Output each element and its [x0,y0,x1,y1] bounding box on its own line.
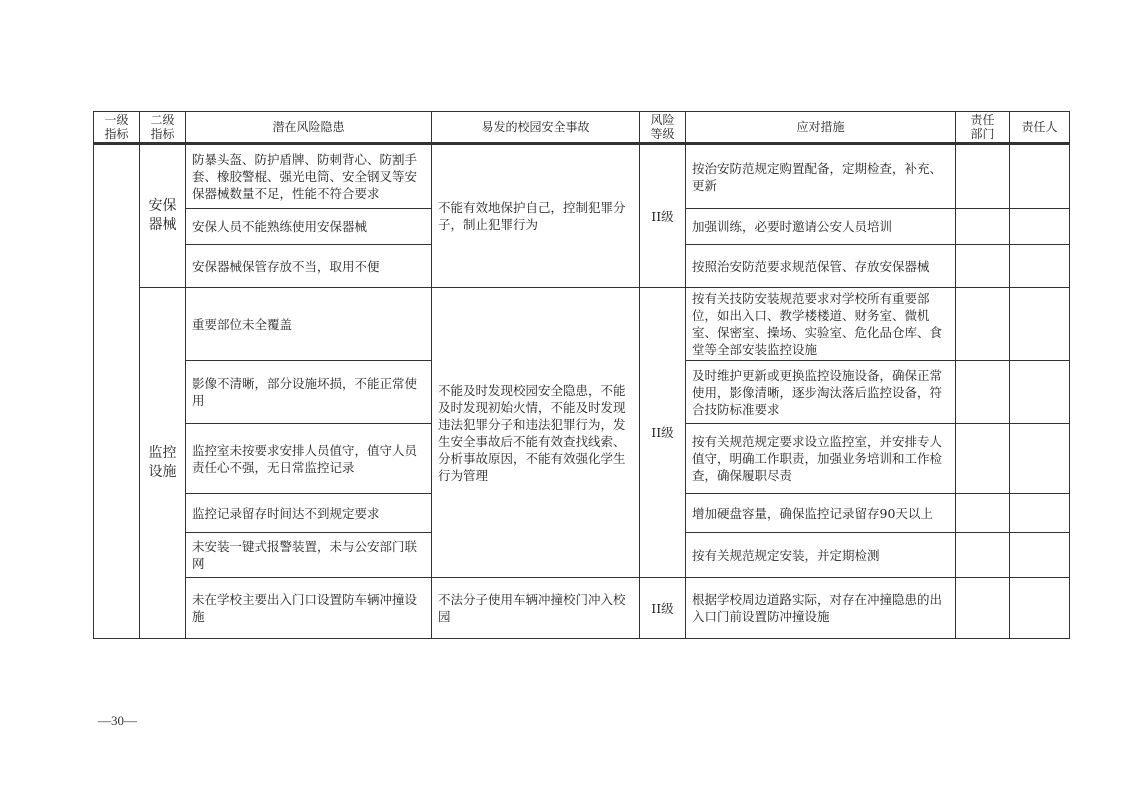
hazard-cell: 安保器械保管存放不当，取用不便 [186,245,432,288]
person-cell [1010,578,1070,639]
person-cell [1010,288,1070,361]
measure-cell: 按有关技防安装规范要求对学校所有重要部位，如出入口、教学楼楼道、财务室、微机室、保密室、操场、实验室、危化品仓库、食堂等全部安装监控设施 [686,288,956,361]
risk-level-cell: II级 [640,144,686,288]
page-number: —30— [98,713,137,728]
measure-cell: 按有关规范规定要求设立监控室，并安排专人值守，明确工作职责，加强业务培训和工作检查，确保履职尽责 [686,424,956,494]
dept-cell [956,578,1010,639]
header-level2: 二级 指标 [140,112,186,144]
risk-table [93,111,1070,639]
dept-cell [956,361,1010,424]
risk-level-cell: II级 [640,288,686,578]
header-level1: 一级 指标 [94,112,140,144]
hazard-cell: 未安装一键式报警装置，未与公安部门联网 [186,533,432,578]
header-hazard: 潜在风险隐患 [186,112,432,144]
accident-cell: 不能及时发现校园安全隐患，不能及时发现初始火情，不能及时发现违法犯罪分子和违法犯罪行为，发生安全事故后不能有效查找线索、分析事故原因，不能有效强化学生行为管理 [432,288,640,578]
risk-level-cell: II级 [640,578,686,639]
hazard-cell: 监控记录留存时间达不到规定要求 [186,494,432,533]
measure-cell: 按有关规范规定安装，并定期检测 [686,533,956,578]
dept-cell [956,533,1010,578]
hazard-cell: 安保人员不能熟练使用安保器械 [186,209,432,245]
header-measures: 应对措施 [686,112,956,144]
dept-cell [956,494,1010,533]
measure-cell: 按治安防范规定购置配备，定期检查，补充、更新 [686,144,956,209]
hazard-cell: 重要部位未全覆盖 [186,288,432,361]
level1-cell [94,144,140,639]
dept-cell [956,288,1010,361]
measure-cell: 增加硬盘容量，确保监控记录留存90天以上 [686,494,956,533]
header-person: 责任人 [1010,112,1070,144]
accident-cell: 不法分子使用车辆冲撞校门冲入校园 [432,578,640,639]
measure-cell: 根据学校周边道路实际，对存在冲撞隐患的出入口门前设置防冲撞设施 [686,578,956,639]
hazard-cell: 未在学校主要出入门口设置防车辆冲撞设施 [186,578,432,639]
level2-cell: 安保 器械 [140,144,186,288]
measure-cell: 及时维护更新或更换监控设施设备，确保正常使用，影像清晰，逐步淘汰落后监控设备，符合技防标准要求 [686,361,956,424]
person-cell [1010,144,1070,209]
header-risk-level: 风险 等级 [640,112,686,144]
hazard-cell: 影像不清晰，部分设施坏损，不能正常使用 [186,361,432,424]
header-dept: 责任 部门 [956,112,1010,144]
table-row [94,144,1070,209]
person-cell [1010,245,1070,288]
hazard-cell: 监控室未按要求安排人员值守，值守人员责任心不强，无日常监控记录 [186,424,432,494]
measure-cell: 按照治安防范要求规范保管、存放安保器械 [686,245,956,288]
hazard-cell: 防暴头盔、防护盾牌、防刺背心、防割手套、橡胶警棍、强光电筒、安全钢叉等安保器械数量不足，性能不符合要求 [186,144,432,209]
table-row [94,578,1070,639]
person-cell [1010,494,1070,533]
person-cell [1010,533,1070,578]
measure-cell: 加强训练，必要时邀请公安人员培训 [686,209,956,245]
dept-cell [956,245,1010,288]
header-row [94,112,1070,144]
dept-cell [956,209,1010,245]
table-row [94,288,1070,361]
dept-cell [956,144,1010,209]
person-cell [1010,209,1070,245]
accident-cell: 不能有效地保护自己，控制犯罪分子，制止犯罪行为 [432,144,640,288]
header-accident: 易发的校园安全事故 [432,112,640,144]
person-cell [1010,424,1070,494]
person-cell [1010,361,1070,424]
level2-cell: 监控 设施 [140,288,186,639]
dept-cell [956,424,1010,494]
